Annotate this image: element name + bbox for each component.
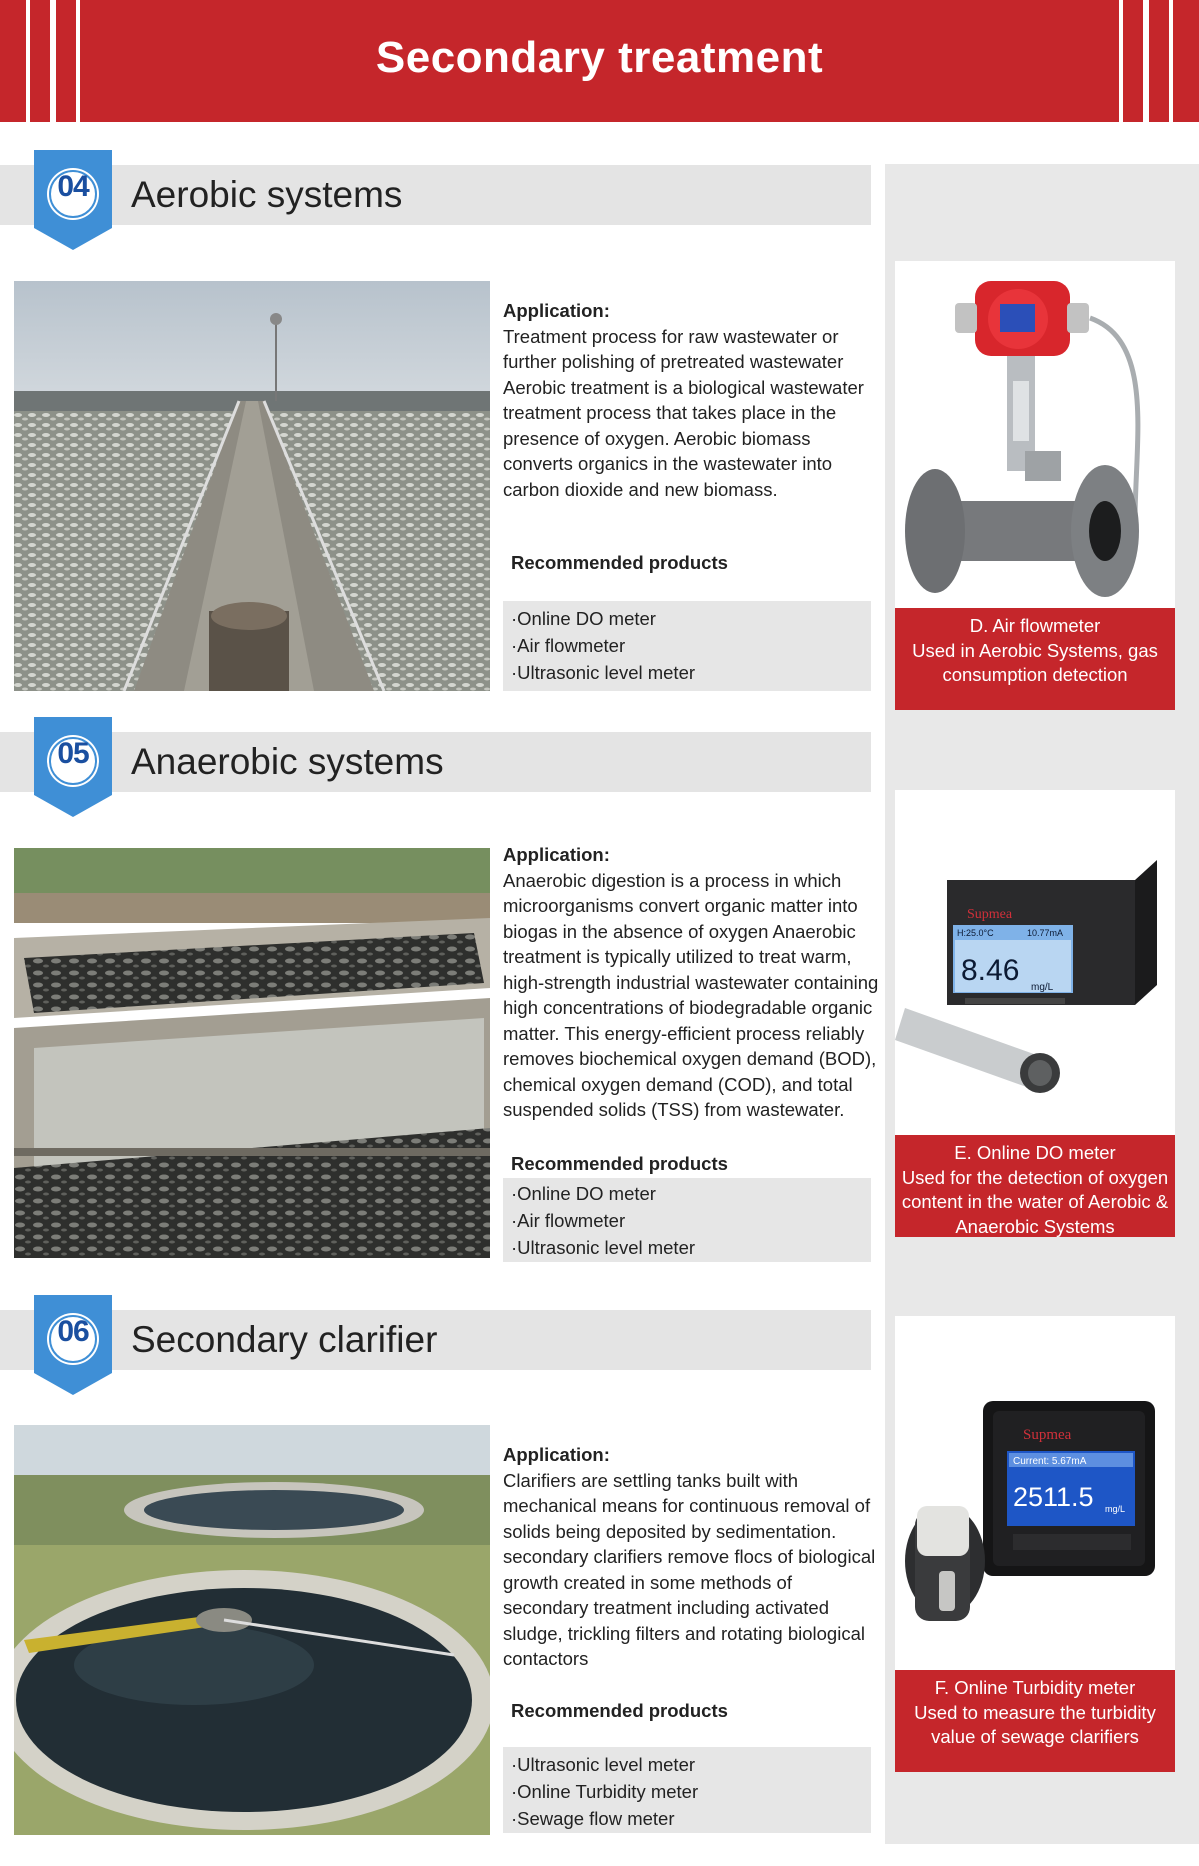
section-header-clarifier (0, 1310, 871, 1370)
product-caption (895, 1135, 1175, 1237)
screen-reading: 2511.5 (1013, 1482, 1094, 1512)
list-item: ·Ultrasonic level meter (511, 662, 696, 683)
aerobic-tank-photo (14, 281, 490, 691)
recommended-products-label: Recommended products (511, 552, 728, 573)
section-number-badge (34, 1295, 112, 1395)
screen-reading: 8.46 (961, 954, 1020, 987)
product-caption (895, 608, 1175, 710)
page-title: Secondary treatment (375, 33, 824, 82)
application-label: Application: (503, 300, 610, 321)
product-card-do-meter (895, 790, 1175, 1237)
brand-logo: Supmea (1023, 1427, 1072, 1443)
section-header-aerobic (0, 165, 871, 225)
section-number-badge (34, 717, 112, 817)
screen-unit: mg/L (1031, 982, 1054, 993)
list-item: ·Online DO meter (511, 1183, 656, 1204)
turbidity-meter-image (895, 1316, 1175, 1666)
list-item: ·Ultrasonic level meter (511, 1754, 696, 1775)
list-item: ·Air flowmeter (511, 1210, 626, 1231)
application-text-anaerobic (503, 842, 881, 1123)
application-body: Treatment process for raw wastewater or further polishing of pretreated wastewater Aerobic treatment is a biological wastewater treatment process that takes place in the presence of oxygen. Aerobic biomass converts organics in the wastewater into carbon dioxide and new biomass. (503, 325, 864, 500)
screen-top-right: 10.77mA (1027, 928, 1064, 938)
brand-logo: Supmea (967, 907, 1013, 922)
section-title: Secondary clarifier (131, 1319, 438, 1360)
section-title: Aerobic systems (131, 174, 403, 215)
list-item: ·Online DO meter (511, 608, 656, 629)
application-label: Application: (503, 844, 610, 865)
product-caption-description: Used in Aerobic Systems, gas consumption detection (912, 639, 1158, 685)
recommended-products-list (503, 1747, 871, 1833)
list-item: ·Air flowmeter (511, 635, 626, 656)
recommended-products-label: Recommended products (511, 1153, 728, 1174)
product-caption-title: D. Air flowmeter (969, 615, 1101, 636)
screen-top-left: H:25.0°C (957, 928, 994, 938)
section-title: Anaerobic systems (131, 741, 444, 782)
section-number: 04 (57, 170, 89, 203)
section-number-badge (34, 150, 112, 250)
application-text-clarifier (503, 1442, 881, 1672)
clarifier-photo (14, 1425, 490, 1835)
product-card-air-flowmeter (895, 261, 1175, 710)
application-text-aerobic (503, 298, 881, 502)
header-banner (0, 0, 1199, 122)
product-caption-description: Used to measure the turbidity value of sewage clarifiers (914, 1701, 1156, 1747)
application-body: Anaerobic digestion is a process in which microorganisms convert organic matter into biogas in the absence of oxygen Anaerobic treatment is typically utilized to treat warm, high-strength industrial wastewater containing high concentrations of biodegradable organic matter. This energy-efficient process reliably removes biochemical oxygen demand (BOD), chemical oxygen demand (COD), and total suspended solids (TSS) from wastewater. (503, 869, 879, 1120)
recommended-products-list (503, 601, 871, 691)
recommended-products-label: Recommended products (511, 1700, 728, 1721)
section-number: 05 (57, 737, 89, 770)
anaerobic-tank-photo (14, 848, 490, 1258)
product-card-turbidity-meter (895, 1316, 1175, 1772)
section-header-anaerobic (0, 732, 871, 792)
product-caption (895, 1670, 1175, 1772)
do-meter-image (895, 790, 1175, 1130)
product-caption-title: F. Online Turbidity meter (934, 1677, 1136, 1698)
application-label: Application: (503, 1444, 610, 1465)
screen-unit: mg/L (1105, 1504, 1126, 1514)
air-flowmeter-image (895, 261, 1175, 611)
application-body: Clarifiers are settling tanks built with mechanical means for continuous removal of solids being deposited by sedimentation. secondary clarifiers remove flocs of biological growth created in some methods of secondary treatment including activated sludge, trickling filters and rotating biological contactors (503, 1469, 876, 1669)
section-number: 06 (57, 1315, 89, 1348)
list-item: ·Sewage flow meter (511, 1808, 675, 1829)
list-item: ·Online Turbidity meter (511, 1781, 699, 1802)
screen-top-left: Current: 5.67mA (1013, 1456, 1087, 1467)
list-item: ·Ultrasonic level meter (511, 1237, 696, 1258)
product-caption-description: Used for the detection of oxygen content in the water of Aerobic & Anaerobic Systems (901, 1166, 1169, 1237)
product-caption-title: E. Online DO meter (954, 1142, 1116, 1163)
recommended-products-list (503, 1178, 871, 1262)
